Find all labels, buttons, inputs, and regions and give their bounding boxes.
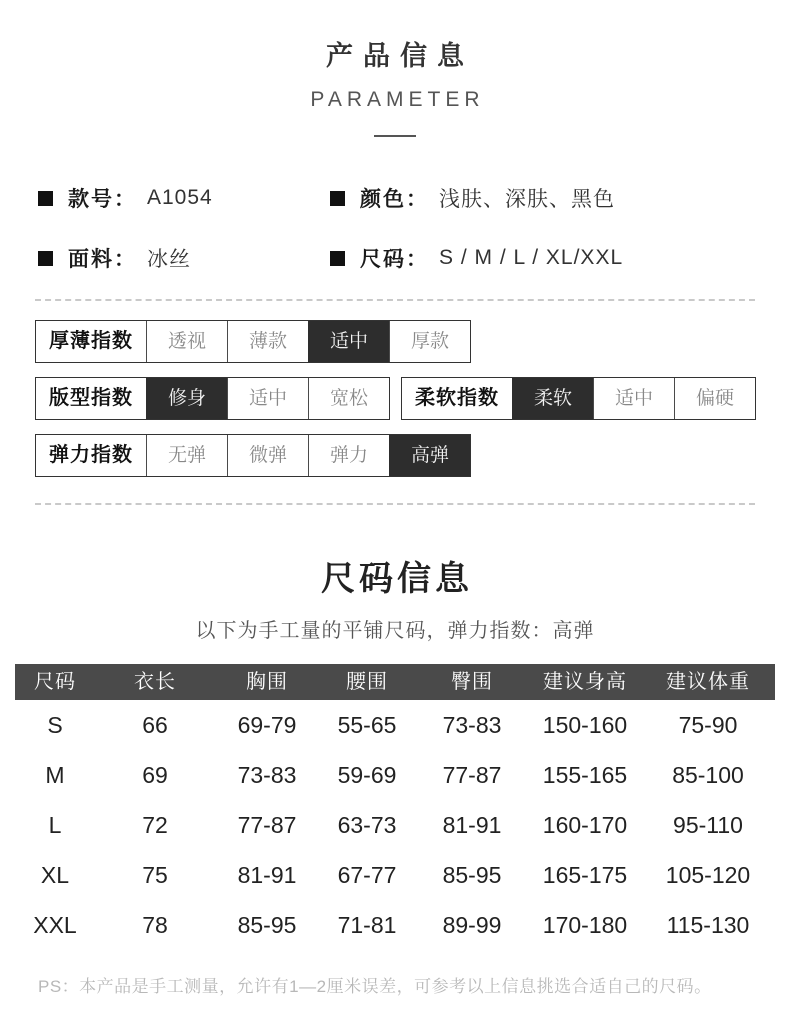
dashed-divider-bottom	[35, 503, 755, 505]
size-table-cell: 69-79	[237, 712, 297, 738]
index-option: 微弹	[227, 435, 308, 476]
size-table-cell: 89-99	[442, 912, 502, 938]
size-column-header: 胸围	[246, 671, 288, 693]
size-table-cell: 81-91	[237, 862, 297, 888]
spec-value: 浅肤、深肤、黑色	[439, 188, 615, 211]
size-table-cell: 59-69	[337, 762, 397, 788]
size-table-row	[15, 800, 775, 850]
index-table	[35, 320, 471, 363]
index-option-selected: 柔软	[512, 378, 593, 419]
index-option: 偏硬	[674, 378, 755, 419]
index-option: 无弹	[146, 435, 227, 476]
size-column-header: 臀围	[451, 671, 493, 693]
size-table-cell: S	[47, 712, 63, 738]
index-option: 透视	[146, 321, 227, 362]
index-row	[35, 434, 790, 477]
index-table-label: 厚薄指数	[49, 330, 133, 352]
size-table-cell: 160-170	[542, 812, 628, 838]
size-table-cell: 95-110	[673, 812, 743, 838]
param-header	[0, 0, 790, 137]
size-table-row	[15, 900, 775, 950]
index-table	[401, 377, 756, 420]
page-subtitle: PARAMETER	[310, 88, 485, 111]
size-table-cell: XL	[40, 862, 70, 888]
size-table-cell: 115-130	[666, 912, 750, 938]
spec-label: 颜色：	[360, 188, 429, 211]
size-table-cell: 55-65	[337, 712, 397, 738]
size-table-cell: 85-100	[672, 762, 744, 788]
size-table-cell: 77-87	[442, 762, 502, 788]
index-table-label: 弹力指数	[49, 444, 133, 466]
size-table-cell: 72	[142, 812, 168, 838]
size-table	[15, 664, 775, 950]
spec-list	[0, 183, 790, 273]
index-option: 适中	[227, 378, 308, 419]
size-table-row	[15, 750, 775, 800]
index-option: 适中	[593, 378, 674, 419]
page-title: 产品信息	[326, 41, 474, 71]
index-option-selected: 适中	[308, 321, 389, 362]
spec-value: S / M / L / XL/XXL	[439, 246, 624, 269]
bullet-square-icon	[38, 251, 53, 266]
size-table-cell: 73-83	[237, 762, 297, 788]
size-column-header: 建议体重	[666, 671, 750, 693]
size-table-cell: L	[48, 812, 62, 838]
index-row	[35, 320, 790, 363]
size-table-cell: 63-73	[337, 812, 397, 838]
size-table-cell: 81-91	[442, 812, 502, 838]
index-option-selected: 高弹	[389, 435, 470, 476]
size-table-cell: 73-83	[442, 712, 502, 738]
spec-label: 尺码：	[360, 248, 429, 271]
size-table-cell: 150-160	[542, 712, 628, 738]
size-column-header: 建议身高	[543, 671, 627, 693]
spec-value: A1054	[147, 186, 213, 209]
title-underline	[374, 135, 416, 137]
size-table-row	[15, 700, 775, 750]
size-table-header-row	[15, 664, 775, 700]
size-table-cell: 67-77	[337, 862, 397, 888]
size-table-cell: 77-87	[237, 812, 297, 838]
bullet-square-icon	[330, 191, 345, 206]
index-row	[35, 377, 790, 420]
size-table-cell: 75	[142, 862, 168, 888]
size-column-header: 衣长	[134, 671, 176, 693]
size-section-title: 尺码信息	[321, 560, 473, 598]
index-option: 弹力	[308, 435, 389, 476]
bullet-square-icon	[330, 251, 345, 266]
size-table-cell: XXL	[33, 912, 77, 938]
size-table-cell: 165-175	[542, 862, 628, 888]
size-table-cell: 78	[142, 912, 168, 938]
spec-label: 面料：	[68, 248, 137, 271]
spec-item-model	[38, 183, 330, 213]
size-table-cell: 71-81	[337, 912, 397, 938]
spec-item-fabric	[38, 243, 330, 273]
spec-item-size	[330, 243, 790, 273]
size-table-cell: 170-180	[542, 912, 628, 938]
size-section-subtitle: 以下为手工量的平铺尺码，弹力指数：高弹	[195, 620, 595, 642]
size-table-cell: M	[45, 762, 65, 788]
dashed-divider-top	[35, 299, 755, 301]
spec-value: 冰丝	[147, 248, 191, 271]
size-column-header: 尺码	[34, 671, 76, 693]
size-table-cell: 155-165	[542, 762, 628, 788]
index-table	[35, 377, 390, 420]
index-table-label: 版型指数	[49, 387, 133, 409]
bullet-square-icon	[38, 191, 53, 206]
size-table-cell: 85-95	[237, 912, 297, 938]
size-table-cell: 66	[142, 712, 168, 738]
index-option-selected: 修身	[146, 378, 227, 419]
size-column-header: 腰围	[346, 671, 388, 693]
size-table-cell: 105-120	[665, 862, 751, 888]
size-table-row	[15, 850, 775, 900]
index-table-label: 柔软指数	[415, 387, 499, 409]
spec-item-color	[330, 183, 790, 213]
index-option: 宽松	[308, 378, 389, 419]
spec-label: 款号：	[68, 188, 137, 211]
size-table-cell: 85-95	[442, 862, 502, 888]
size-table-cell: 75-90	[678, 712, 738, 738]
size-table-cell: 69	[142, 762, 168, 788]
index-table	[35, 434, 471, 477]
ps-note: PS：本产品是手工测量，允许有1—2厘米误差，可参考以上信息挑选合适自己的尺码。	[38, 977, 712, 996]
index-tables	[0, 320, 790, 477]
index-option: 薄款	[227, 321, 308, 362]
index-option: 厚款	[389, 321, 470, 362]
